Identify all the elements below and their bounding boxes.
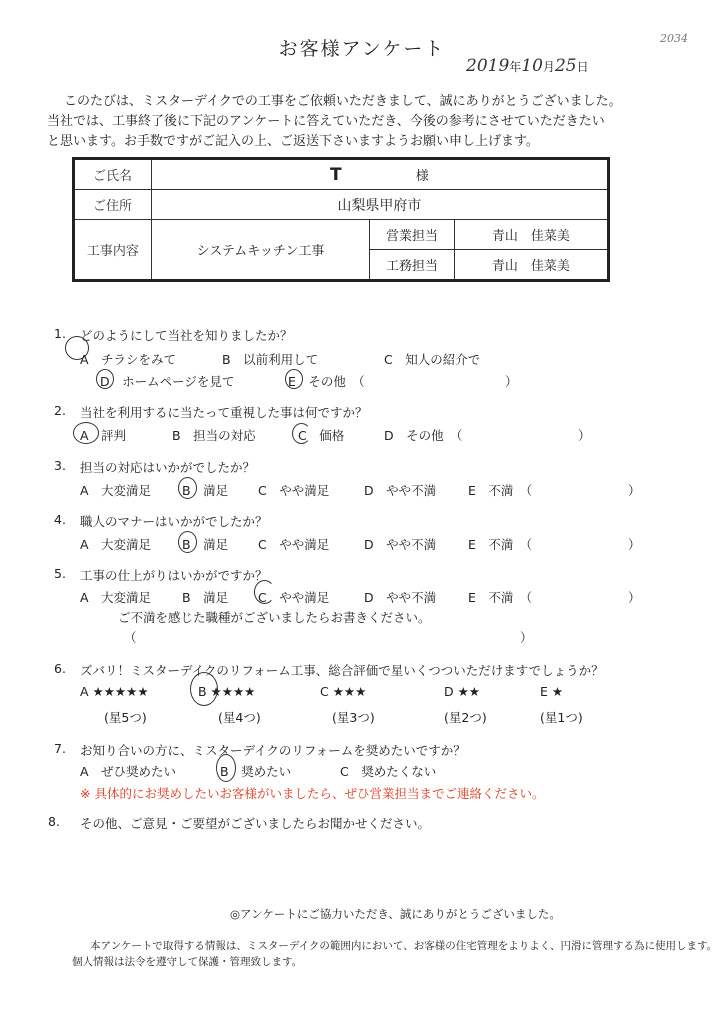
intro-line-2: 当社では、工事終了後に下記のアンケートに答えていただき、今後の参考にさせていただきたい [47,114,605,129]
footer-line-2: 個人情報は法令を遵守して保護・管理致します。 [72,956,303,968]
q1-a-mark [65,336,89,360]
survey-date [466,56,589,76]
footer-line-1: 本アンケートで取得する情報は、ミスターデイクの範囲内において、お客様の住宅管理をよりよく、円滑に管理する為に使用します。 [90,940,718,952]
q2-option-c[interactable]: C 価格 [298,428,345,443]
q6-option-e[interactable]: E ★ [540,684,564,699]
q1-option-d[interactable]: D ホームページを見て [100,374,235,389]
q7-option-c[interactable]: C 奨めたくない [340,764,437,779]
q1-question: どのようにして当社を知りましたか？ [80,328,293,343]
q3-option-e[interactable]: E 不満 （ [468,483,533,498]
date-year: 2019 [466,56,510,76]
q1-d-mark [96,369,114,389]
q4-option-b[interactable]: B 満足 [182,537,229,552]
work-label: 工事内容 [74,220,152,281]
q6-e-caption: (星1つ) [540,710,583,725]
q6-d-caption: (星2つ) [444,710,487,725]
q2-question: 当社を利用するに当たって重視した事は何ですか？ [80,405,368,420]
q2-number: 2. [54,403,66,418]
name-cell [151,159,608,190]
q2-a-mark [73,422,99,444]
q7-number: 7. [54,741,66,756]
address-value: 山梨県甲府市 [151,190,608,220]
q6-option-b[interactable]: B ★★★★ [198,684,256,699]
q2-c-mark [292,423,311,444]
q5-option-c[interactable]: C やや満足 [258,590,330,605]
q1-other-close: ） [505,374,518,389]
q4-b-mark [178,531,197,553]
q6-option-a[interactable]: A ★★★★★ [80,684,149,699]
q5-sub-question: ご不満を感じた職種がございましたらお書きください。 [118,610,431,625]
engineer-value: 青山 佳菜美 [454,250,608,281]
q1-option-e[interactable]: E その他 （ [288,374,365,389]
q4-option-d[interactable]: D やや不満 [364,537,437,552]
q2-option-b[interactable]: B 担当の対応 [172,428,256,443]
q5-c-mark [254,580,275,604]
q6-option-d[interactable]: D ★★ [444,684,481,699]
q1-number: 1. [54,326,66,341]
q6-question: ズバリ！ミスターデイクのリフォーム工事、総合評価で星いくつついただけますでしょうか？ [80,663,604,678]
q5-option-d[interactable]: D やや不満 [364,590,437,605]
q3-option-b[interactable]: B 満足 [182,483,229,498]
q3-number: 3. [54,458,66,473]
page-title: お客様アンケート [278,38,446,60]
q5-number: 5. [54,566,66,581]
name-label: ご氏名 [74,159,152,190]
q3-option-c[interactable]: C やや満足 [258,483,330,498]
corner-note: 2034 [660,32,688,45]
q1-option-b[interactable]: B 以前利用して [222,352,319,367]
q6-b-mark [190,672,218,706]
date-month: 10 [521,56,543,76]
q1-option-a[interactable]: A チラシをみて [80,352,177,367]
q5-question: 工事の仕上がりはいかがですか？ [80,568,268,583]
q5-sub-open: （ [124,630,137,645]
q3-other-close: ） [628,483,641,498]
engineer-label: 工務担当 [370,250,455,281]
sales-value: 青山 佳菜美 [454,220,608,250]
date-day-label: 日 [576,60,589,74]
q6-a-caption: (星5つ) [104,710,147,725]
date-year-label: 年 [509,60,522,74]
q7-b-mark [216,754,236,782]
q3-option-d[interactable]: D やや不満 [364,483,437,498]
q3-question: 担当の対応はいかがでしたか？ [80,460,256,475]
q7-option-a[interactable]: A ぜひ奨めたい [80,764,177,779]
q1-option-c[interactable]: C 知人の紹介で [384,352,481,367]
thanks-note: ◎アンケートにご協力いただき、誠にありがとうございました。 [230,907,561,921]
date-day: 25 [554,56,577,76]
q6-number: 6. [54,661,66,676]
q8-question: その他、ご意見・ご要望がございましたらお聞かせください。 [80,816,431,831]
q4-other-close: ） [628,537,641,552]
q8-number: 8. [48,814,60,829]
q4-number: 4. [54,512,66,527]
q5-option-e[interactable]: E 不満 （ [468,590,533,605]
sales-label: 営業担当 [370,220,455,250]
q6-c-caption: (星3つ) [332,710,375,725]
q5-option-b[interactable]: B 満足 [182,590,229,605]
q3-b-mark [178,477,197,499]
date-month-label: 月 [542,60,555,74]
work-value: システムキッチン工事 [151,220,370,281]
intro-text [47,92,674,152]
q3-option-a[interactable]: A 大変満足 [80,483,152,498]
q2-other-close: ） [578,428,591,443]
intro-line-3: と思います。お手数ですがご記入の上、ご返送下さいますようお願い申し上げます。 [47,134,539,149]
address-label: ご住所 [74,190,152,220]
q4-question: 職人のマナーはいかがでしたか？ [80,514,268,529]
q5-option-a[interactable]: A 大変満足 [80,590,152,605]
q6-b-caption: (星4つ) [218,710,261,725]
q1-e-mark [285,369,303,389]
q7-note: ※ 具体的にお奨めしたいお客様がいましたら、ぜひ営業担当までご連絡ください。 [80,786,545,801]
intro-line-1: このたびは、ミスターデイクでの工事をご依頼いただきまして、誠にありがとうございました。 [64,94,622,109]
q2-option-d[interactable]: D その他 （ [384,428,463,443]
q5-sub-close: ） [520,630,533,645]
q4-option-e[interactable]: E 不満 （ [468,537,533,552]
q7-option-b[interactable]: B 奨めたい [220,764,292,779]
q4-option-a[interactable]: A 大変満足 [80,537,152,552]
q4-option-c[interactable]: C やや満足 [258,537,330,552]
customer-info-table [72,157,610,282]
q2-option-a[interactable]: A 評判 [80,428,127,443]
q6-option-c[interactable]: C ★★★ [320,684,367,699]
name-value: T [329,164,342,185]
q7-question: お知り合いの方に、ミスターデイクのリフォームを奨めたいですか？ [80,743,466,758]
name-suffix: 様 [415,168,429,184]
q5-other-close: ） [628,590,641,605]
